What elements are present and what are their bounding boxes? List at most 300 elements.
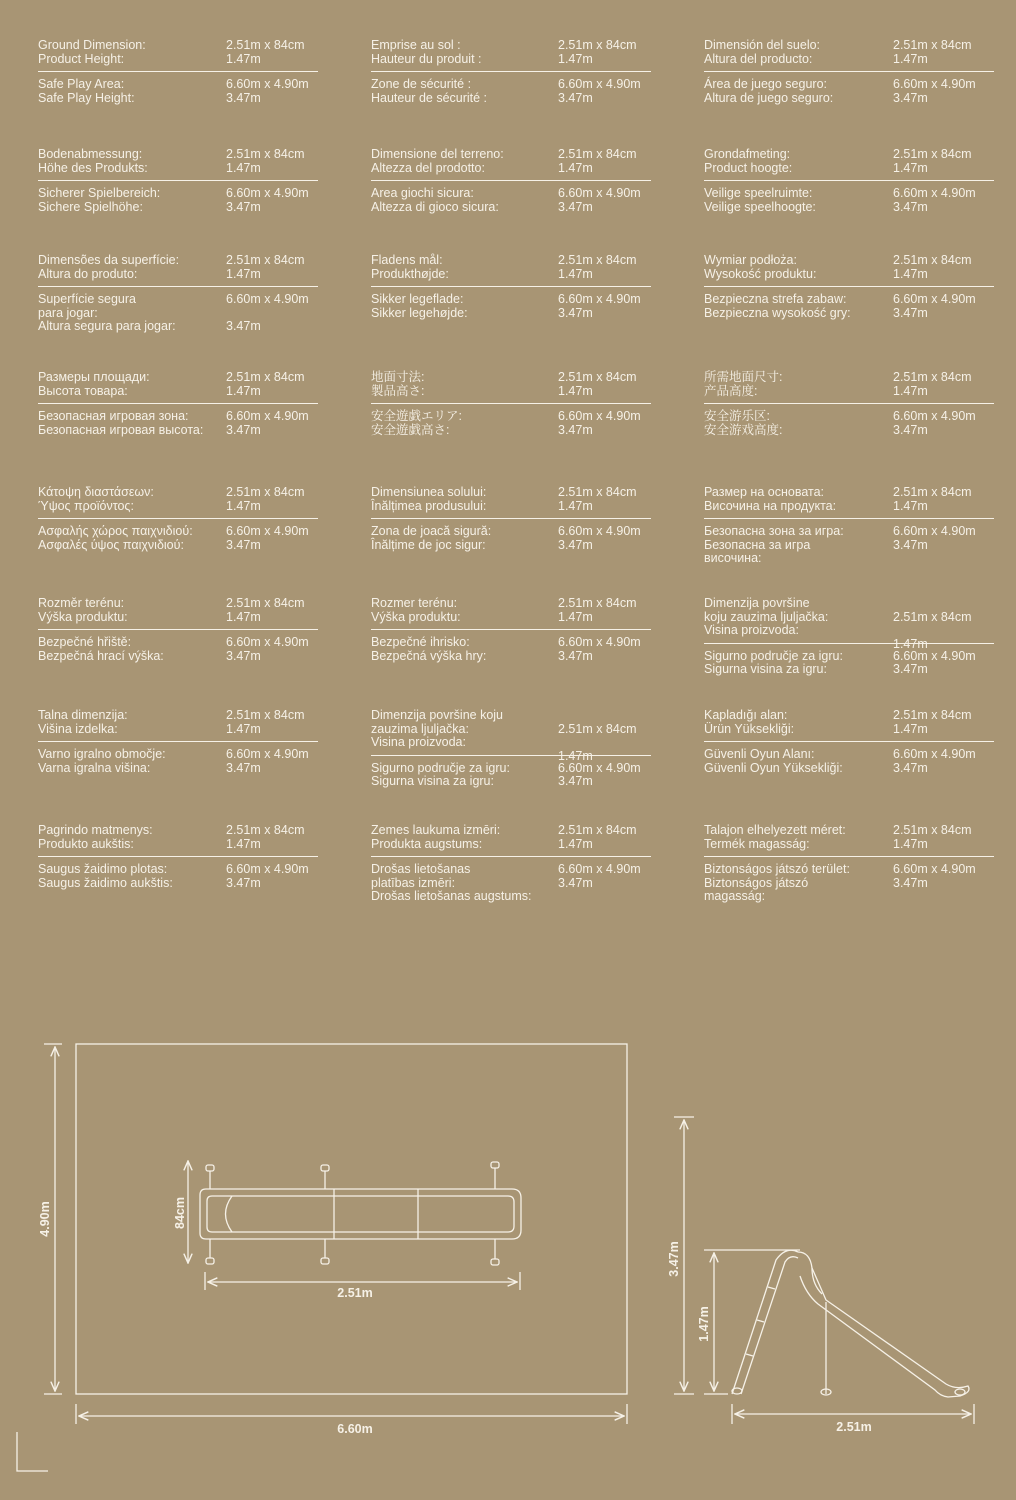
language-block [371,824,651,904]
safe-group [704,525,994,566]
divider-line [38,518,318,519]
safe-value: 3.47m [893,199,928,214]
product-label: Высота товара: [38,383,128,398]
safe-label: Area giochi sicura: [371,186,474,200]
safe-label: Superfície segura [38,292,136,306]
product-label: Kapladığı alan: [704,708,788,722]
safe-value: 6.60m x 4.90m [226,747,309,761]
safe-value: 3.47m [226,319,261,333]
product-label: Výška produktu: [38,609,128,624]
safe-label: Безопасна за игра [704,537,811,552]
safe-label: Sikker legehøjde: [371,305,468,320]
safe-label: Güvenli Oyun Alanı: [704,747,815,761]
safe-group [371,410,651,437]
product-value: 2.51m x 84cm [226,485,305,499]
product-label: Fladens mål: [371,253,443,267]
product-value: 1.47m [558,748,593,763]
safe-value: 3.47m [893,760,928,775]
language-block [371,486,651,552]
safe-value: 3.47m [893,422,928,437]
language-block [704,597,994,677]
product-value: 2.51m x 84cm [558,721,637,736]
safe-label: Bezpieczna strefa zabaw: [704,292,847,306]
product-label: Ύψος προϊόντος: [38,498,134,513]
language-block [704,709,994,775]
safe-group [38,78,318,105]
safe-value: 6.60m x 4.90m [558,409,641,423]
safe-value: 6.60m x 4.90m [558,862,641,876]
product-height-label: 1.47m [697,1306,711,1342]
product-value: 2.51m x 84cm [893,609,972,624]
product-label: Altezza del prodotto: [371,160,485,175]
product-label: 製品高さ: [371,383,425,398]
safe-group [704,78,994,105]
divider-line [38,286,318,287]
product-label: 所需地面尺寸: [704,370,783,384]
product-label: Termék magasság: [704,836,810,851]
safe-label: Biztonságos játszó [704,875,809,890]
divider-line [38,856,318,857]
safe-label: височина: [704,551,762,565]
product-value: 2.51m x 84cm [558,823,637,837]
language-block [38,486,318,552]
product-label: 地面寸法: [371,370,425,384]
safe-value: 3.47m [558,90,593,105]
product-value: 2.51m x 84cm [226,596,305,610]
product-value: 1.47m [226,836,261,851]
safe-value: 6.60m x 4.90m [226,77,309,91]
language-block [704,254,994,320]
safe-label: Zona de joacă sigură: [371,524,492,538]
safe-value: 3.47m [226,875,261,890]
divider-line [38,629,318,630]
product-value: 1.47m [558,160,593,175]
safe-value: 3.47m [226,648,261,663]
safe-label: Altura de juego seguro: [704,90,834,105]
product-label: Hauteur du produit : [371,51,482,66]
divider-line [704,741,994,742]
product-value: 2.51m x 84cm [558,485,637,499]
divider-line [371,518,651,519]
safe-label: 安全遊戯高さ: [371,422,450,437]
product-value: 1.47m [226,498,261,513]
safe-value: 6.60m x 4.90m [893,409,976,423]
product-value: 2.51m x 84cm [893,708,972,722]
product-value: 1.47m [558,266,593,281]
safe-value: 6.60m x 4.90m [226,635,309,649]
product-value: 1.47m [226,266,261,281]
product-label: Размер на основата: [704,485,825,499]
product-label: Bodenabmessung: [38,147,143,161]
product-label: Dimensões da superfície: [38,253,180,267]
safe-label: Sigurno područje za igru: [704,648,843,663]
safe-group [371,863,651,904]
safe-group [704,410,994,437]
safe-group [38,636,318,663]
safe-value: 3.47m [893,305,928,320]
safe-value: 6.60m x 4.90m [558,524,641,538]
product-value: 2.51m x 84cm [893,823,972,837]
product-value: 2.51m x 84cm [558,253,637,267]
divider-line [704,518,994,519]
safe-label: Bezpečná hrací výška: [38,648,164,663]
safe-group [38,863,318,890]
safe-value: 6.60m x 4.90m [558,760,641,775]
product-group [371,486,651,513]
product-value: 1.47m [893,636,928,651]
product-label: zauzima ljuljačka: [371,721,469,736]
language-block [38,371,318,437]
product-value: 1.47m [893,160,928,175]
safe-label: Ασφαλές ύψος παιχνιδιού: [38,537,184,552]
product-value: 2.51m x 84cm [226,370,305,384]
safe-label: Bezpečná výška hry: [371,648,487,663]
safe-value: 6.60m x 4.90m [893,292,976,306]
divider-line [38,403,318,404]
safe-label: Drošas lietošanas [371,862,471,876]
product-label: Ürün Yüksekliği: [704,721,795,736]
product-value: 2.51m x 84cm [226,147,305,161]
language-block [38,39,318,105]
safe-value: 3.47m [226,760,261,775]
safe-label: Hauteur de sécurité : [371,90,488,105]
product-group [371,708,651,763]
safe-group [704,187,994,214]
product-label: Zemes laukuma izmēri: [371,823,501,837]
safe-group [371,187,651,214]
product-value: 1.47m [893,836,928,851]
slide-length-label: 2.51m [337,1286,373,1300]
safe-label: Zone de sécurité : [371,77,472,91]
product-label: Ground Dimension: [38,38,146,52]
safe-label: Bezpečné hřiště: [38,635,132,649]
product-label: Pagrindo matmenys: [38,823,153,837]
safe-group [704,863,994,904]
safe-label: Sicherer Spielbereich: [38,186,161,200]
safe-group [371,636,651,663]
product-value: 1.47m [893,721,928,736]
safe-label: Veilige speelhoogte: [704,199,816,214]
safe-label: Sikker legeflade: [371,292,464,306]
product-group [38,486,318,513]
product-value: 2.51m x 84cm [558,370,637,384]
safe-value: 3.47m [893,662,928,676]
safe-label: Safe Play Height: [38,90,135,105]
product-label: Výška produktu: [371,609,461,624]
safe-group [704,650,994,677]
product-value: 2.51m x 84cm [893,485,972,499]
language-block [371,371,651,437]
language-block [38,824,318,890]
safe-group [38,187,318,214]
language-block [704,371,994,437]
product-value: 2.51m x 84cm [893,253,972,267]
safe-label: Saugus žaidimo aukštis: [38,875,173,890]
product-group [371,371,651,398]
safe-label: Altura segura para jogar: [38,319,176,333]
product-label: Dimenzija površine koju [371,708,504,722]
product-value: 2.51m x 84cm [558,147,637,161]
safe-value: 3.47m [558,648,593,663]
safe-group [704,293,994,320]
product-value: 1.47m [893,51,928,66]
product-label: Product Height: [38,51,125,66]
divider-line [704,286,994,287]
safe-label: Área de juego seguro: [704,77,828,91]
side-length-label: 2.51m [836,1420,872,1434]
product-label: Produkthøjde: [371,266,449,281]
safe-label: Varno igralno območje: [38,747,166,761]
safe-value: 3.47m [893,875,928,890]
product-group [371,148,651,175]
safe-value: 6.60m x 4.90m [226,186,309,200]
divider-line [371,286,651,287]
product-label: Dimensiunea solului: [371,485,487,499]
divider-line [38,741,318,742]
product-group [371,254,651,281]
safe-value: 6.60m x 4.90m [893,77,976,91]
safe-value: 3.47m [558,199,593,214]
product-value: 1.47m [893,383,928,398]
safe-label: Biztonságos játszó terület: [704,862,850,876]
language-block [38,254,318,334]
safe-label: Sigurna visina za igru: [704,662,827,676]
product-value: 1.47m [893,498,928,513]
divider-line [704,71,994,72]
language-block [371,597,651,663]
language-block [371,709,651,789]
safe-value: 6.60m x 4.90m [226,292,309,306]
product-value: 1.47m [558,836,593,851]
safe-group [371,525,651,552]
safe-label: Drošas lietošanas augstums: [371,889,532,903]
safe-value: 3.47m [558,305,593,320]
safe-label: 安全遊戯エリア: [371,409,462,423]
safe-value: 3.47m [893,90,928,105]
product-label: Altura do produto: [38,266,138,281]
dimension-drawing [0,1000,1016,1500]
product-label: Rozměr terénu: [38,596,125,610]
area-width-label: 6.60m [337,1422,373,1436]
safe-value: 6.60m x 4.90m [893,862,976,876]
product-value: 2.51m x 84cm [226,253,305,267]
safe-label: Güvenli Oyun Yüksekliği: [704,760,843,775]
product-label: Höhe des Produkts: [38,160,148,175]
corner-mark [17,1432,48,1471]
safe-value: 3.47m [893,537,928,552]
language-block [704,486,994,566]
product-group [371,597,651,624]
product-label: Visina proizvoda: [371,735,466,749]
product-label: Înălțimea produsului: [371,498,487,513]
product-value: 2.51m x 84cm [893,38,972,52]
product-label: Višina izdelka: [38,721,118,736]
product-value: 1.47m [893,266,928,281]
safe-value: 6.60m x 4.90m [226,409,309,423]
product-label: Produkto aukštis: [38,836,134,851]
safe-group [371,762,651,789]
safe-label: platības izmēri: [371,875,456,890]
safe-value: 6.60m x 4.90m [226,862,309,876]
language-block [704,824,994,904]
product-group [38,148,318,175]
safe-value: 3.47m [226,199,261,214]
divider-line [371,180,651,181]
safe-label: Bezpieczna wysokość gry: [704,305,851,320]
product-group [704,39,994,66]
safe-value: 3.47m [558,422,593,437]
safe-label: Sigurno područje za igru: [371,760,510,775]
safe-label: Bezpečné ihrisko: [371,635,470,649]
safe-value: 3.47m [226,90,261,105]
product-label: Wysokość produktu: [704,266,817,281]
product-label: Wymiar podłoża: [704,253,797,267]
product-value: 1.47m [226,721,261,736]
dimension-drawing-svg [0,1000,1016,1500]
divider-line [704,403,994,404]
language-block [704,148,994,214]
product-value: 1.47m [226,383,261,398]
product-group [38,709,318,736]
product-label: Височина на продукта: [704,498,837,513]
safe-group [371,78,651,105]
safe-value: 3.47m [226,422,261,437]
safe-label: Veilige speelruimte: [704,186,813,200]
safe-label: 安全游乐区: [704,409,770,423]
product-group [704,254,994,281]
safe-label: magasság: [704,889,766,903]
product-label: Altura del producto: [704,51,813,66]
language-block [371,148,651,214]
safe-label: para jogar: [38,305,98,320]
safe-play-area-outline [76,1044,627,1394]
safe-group [38,293,318,334]
safe-label: Saugus žaidimo plotas: [38,862,168,876]
product-group [38,371,318,398]
product-height-dimension [704,1250,800,1394]
safe-label: Безопасная игровая высота: [38,422,204,437]
safe-group [38,410,318,437]
safe-label: Sichere Spielhöhe: [38,199,143,214]
safe-value: 6.60m x 4.90m [226,524,309,538]
divider-line [38,180,318,181]
divider-line [371,403,651,404]
product-label: Dimensione del terreno: [371,147,504,161]
product-value: 2.51m x 84cm [226,38,305,52]
safe-value: 3.47m [558,875,593,890]
product-value: 1.47m [558,51,593,66]
safe-value: 3.47m [558,537,593,552]
slide-width-label: 84cm [173,1197,187,1229]
product-value: 2.51m x 84cm [226,708,305,722]
safe-label: Înălțime de joc sigur: [371,537,486,552]
product-label: Produkta augstums: [371,836,483,851]
divider-line [371,71,651,72]
product-label: Dimenzija površine [704,596,810,610]
divider-line [704,856,994,857]
product-group [704,148,994,175]
product-label: Dimensión del suelo: [704,38,821,52]
divider-line [704,180,994,181]
product-group [38,824,318,851]
safe-label: Безопасная игровая зона: [38,409,189,423]
product-value: 1.47m [226,609,261,624]
safe-label: 安全游戏高度: [704,422,783,437]
safe-label: Ασφαλής χώρος παιχνιδιού: [38,524,193,538]
product-label: Размеры площади: [38,370,150,384]
product-label: Emprise au sol : [371,38,461,52]
slide-side-view [732,1250,969,1397]
language-block [38,597,318,663]
safe-label: Varna igralna višina: [38,760,151,775]
safe-label: Безопасна зона за игра: [704,524,844,538]
product-group [704,486,994,513]
safe-group [38,748,318,775]
safe-group [38,525,318,552]
language-block [38,148,318,214]
product-value: 2.51m x 84cm [893,370,972,384]
safe-value: 6.60m x 4.90m [893,524,976,538]
safe-value: 3.47m [558,774,593,788]
product-group [38,254,318,281]
safe-group [371,293,651,320]
area-width-dimension [76,1404,627,1424]
language-block [38,709,318,775]
product-group [371,824,651,851]
product-value: 2.51m x 84cm [226,823,305,837]
safe-value: 6.60m x 4.90m [893,747,976,761]
safe-group [704,748,994,775]
product-group [704,824,994,851]
product-value: 1.47m [558,609,593,624]
product-group [38,597,318,624]
product-value: 1.47m [226,160,261,175]
product-label: Grondafmeting: [704,147,791,161]
slide-top-view [200,1162,521,1265]
divider-line [38,71,318,72]
divider-line [371,856,651,857]
safe-value: 6.60m x 4.90m [558,77,641,91]
product-group [704,596,994,651]
product-label: koju zauzima ljuljačka: [704,609,829,624]
language-block [371,254,651,320]
product-label: 产品高度: [704,383,758,398]
product-value: 1.47m [226,51,261,66]
product-value: 2.51m x 84cm [893,147,972,161]
product-label: Rozmer terénu: [371,596,458,610]
area-depth-label: 4.90m [38,1201,52,1237]
product-label: Product hoogte: [704,160,793,175]
product-label: Κάτοψη διαστάσεων: [38,485,154,499]
safe-value: 6.60m x 4.90m [893,186,976,200]
product-value: 1.47m [558,383,593,398]
safe-label: Safe Play Area: [38,77,125,91]
product-group [371,39,651,66]
safe-value: 6.60m x 4.90m [558,292,641,306]
language-block [704,39,994,105]
safe-value: 6.60m x 4.90m [558,186,641,200]
product-label: Talajon elhelyezett méret: [704,823,846,837]
product-label: Visina proizvoda: [704,623,799,637]
product-value: 2.51m x 84cm [558,596,637,610]
safe-value: 6.60m x 4.90m [558,635,641,649]
product-value: 2.51m x 84cm [558,38,637,52]
product-group [704,709,994,736]
language-block [371,39,651,105]
product-group [704,371,994,398]
safe-label: Sigurna visina za igru: [371,774,494,788]
safe-value: 3.47m [226,537,261,552]
